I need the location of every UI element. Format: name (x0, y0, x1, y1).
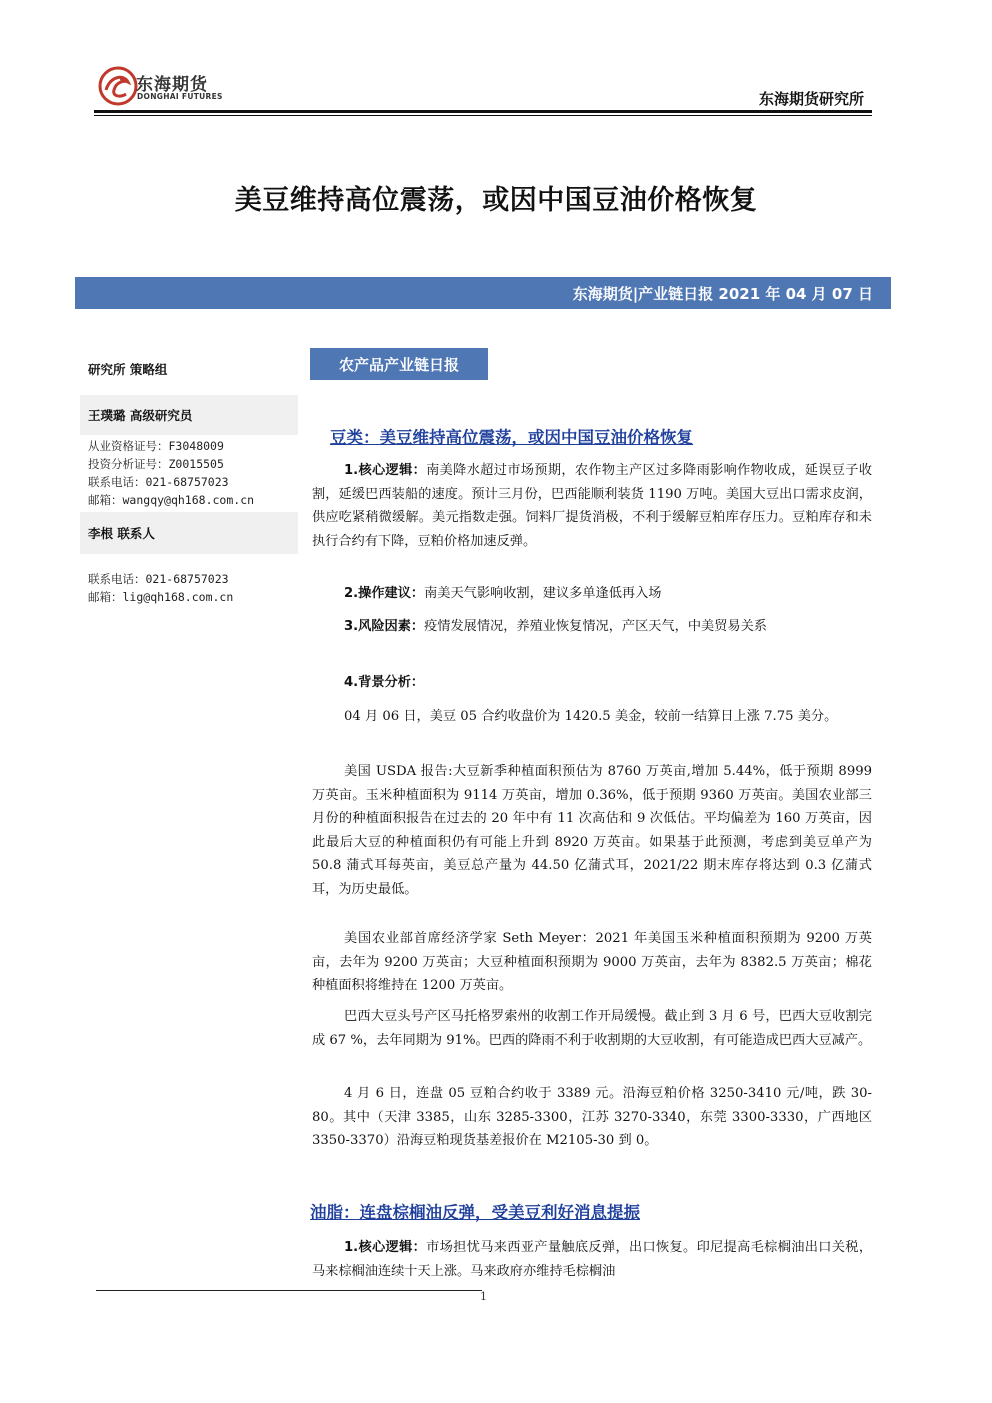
institute-name: 东海期货研究所 (758, 90, 864, 108)
sidebar-analyst-2 (80, 512, 298, 554)
core-logic-text: 市场担忧马来西亚产量触底反弹，出口恢复。印尼提高毛棕榈油出口关税，马来棕榈油连续十天上涨。马来政府亦维持毛棕榈油 (312, 1240, 873, 1279)
email-link[interactable]: 邮箱：lig@qh168.com.cn (88, 590, 234, 604)
date-banner (75, 277, 891, 309)
header-rule-thick (94, 110, 872, 113)
soy-background-label (312, 671, 872, 695)
soy-advice (312, 582, 872, 606)
dept-label: 研究所 策略组 (88, 362, 168, 377)
cert-number: 从业资格证号：F3048009 (88, 439, 224, 453)
header-rule-thin (94, 115, 872, 116)
analyst-2-name: 李根 联系人 (88, 526, 155, 541)
analyst-1-contacts (80, 437, 298, 509)
core-logic-text: 南美降水超过市场预期，农作物主产区过多降雨影响作物收成，延误豆子收割，延缓巴西装船的速度。预计三月份，巴西能顺利装货 1190 万吨。美国大豆出口需求皮润，供应吃紧稍微缓解。美元指数走强。饲料厂提货消极，不利于缓解豆粕库存压力。豆粕库存和未执行合约有下降，豆粕价格加速反弹。 (312, 463, 873, 549)
section-heading-oil: 油脂：连盘棕榈油反弹，受美豆利好消息提振 (310, 1203, 640, 1222)
soy-paragraph-5: 4 月 6 日，连盘 05 豆粕合约收于 3389 元。沿海豆粕价格 3250-3410 元/吨，跌 30-80。其中（天津 3385，山东 3285-3300，江苏 3270-3340，东莞 3300-3330，广西地区 3350-3370）沿海豆粕现货基差报价在 M2105-30 到 0。 (312, 1086, 872, 1148)
soy-paragraph-3: 美国农业部首席经济学家 Seth Meyer：2021 年美国玉米种植面积预期为 9200 万英亩，去年为 9200 万英亩；大豆种植面积预期为 9000 万英亩，去年为 8382.5 万英亩；棉花种植面积将维持在 1200 万英亩。 (312, 931, 872, 993)
advice-text: 南美天气影响收割，建议多单逢低再入场 (424, 586, 662, 601)
footer-rule (96, 1290, 482, 1291)
core-logic-label: 1.核心逻辑： (344, 1240, 427, 1255)
email-link[interactable]: 邮箱：wangqy@qh168.com.cn (88, 493, 255, 507)
banner-text: 东海期货|产业链日报 2021 年 04 月 07 日 (572, 285, 873, 303)
sidebar-analyst-1 (80, 395, 298, 435)
analyst-1-name: 王璞璐 高级研究员 (88, 408, 193, 423)
report-type-tag (310, 348, 488, 380)
soy-paragraph-1: 04 月 06 日，美豆 05 合约收盘价为 1420.5 美金，较前一结算日上涨 7.75 美分。 (344, 709, 838, 724)
invest-cert-number: 投资分析证号：Z0015505 (88, 457, 224, 471)
section-heading-soy: 豆类：美豆维持高位震荡，或因中国豆油价格恢复 (330, 428, 693, 447)
risk-label: 3.风险因素： (344, 619, 425, 634)
phone-number: 联系电话：021-68757023 (88, 475, 229, 489)
oil-core-logic (312, 1236, 872, 1283)
analyst-2-contacts (80, 570, 298, 606)
logo-cn-text: 东海期货 (136, 75, 208, 95)
soy-risk (312, 615, 872, 639)
phone-number: 联系电话：021-68757023 (88, 572, 229, 586)
report-type-text: 农产品产业链日报 (338, 356, 459, 374)
soy-core-logic (312, 459, 872, 553)
dragon-logo-icon (96, 64, 140, 108)
soy-paragraph-2: 美国 USDA 报告:大豆新季种植面积预估为 8760 万英亩,增加 5.44%，低于预期 8999 万英亩。玉米种植面积为 9114 万英亩，增加 0.36%，低于预期 9360 万英亩。美国农业部三月份的种植面积报告在过去的 20 年中有 11 次高估和 9 次低估。平均偏差为 160 万英亩，因此最后大豆的种植面积仍有可能上升到 8920 万英亩。如果基于此预测，考虑到美豆单产为 50.8 蒲式耳每英亩，美豆总产量为 44.50 亿蒲式耳，2021/22 期末库存将达到 0.3 亿蒲式耳，为历史最低。 (312, 764, 872, 897)
risk-text: 疫情发展情况，养殖业恢复情况，产区天气，中美贸易关系 (424, 619, 767, 634)
report-title: 美豆维持高位震荡，或因中国豆油价格恢复 (234, 185, 758, 216)
page-number: 1 (480, 1290, 487, 1303)
logo-en-text: DONGHAI FUTURES (137, 92, 223, 101)
advice-label: 2.操作建议： (344, 586, 425, 601)
soy-paragraph-4: 巴西大豆头号产区马托格罗索州的收割工作开局缓慢。截止到 3 月 6 号，巴西大豆收割完成 67 %，去年同期为 91%。巴西的降雨不利于收割期的大豆收割，有可能造成巴西大豆减产。 (312, 1009, 872, 1048)
background-label: 4.背景分析： (344, 675, 425, 690)
company-logo (96, 64, 236, 110)
sidebar-dept (80, 356, 298, 380)
core-logic-label: 1.核心逻辑： (344, 463, 427, 478)
